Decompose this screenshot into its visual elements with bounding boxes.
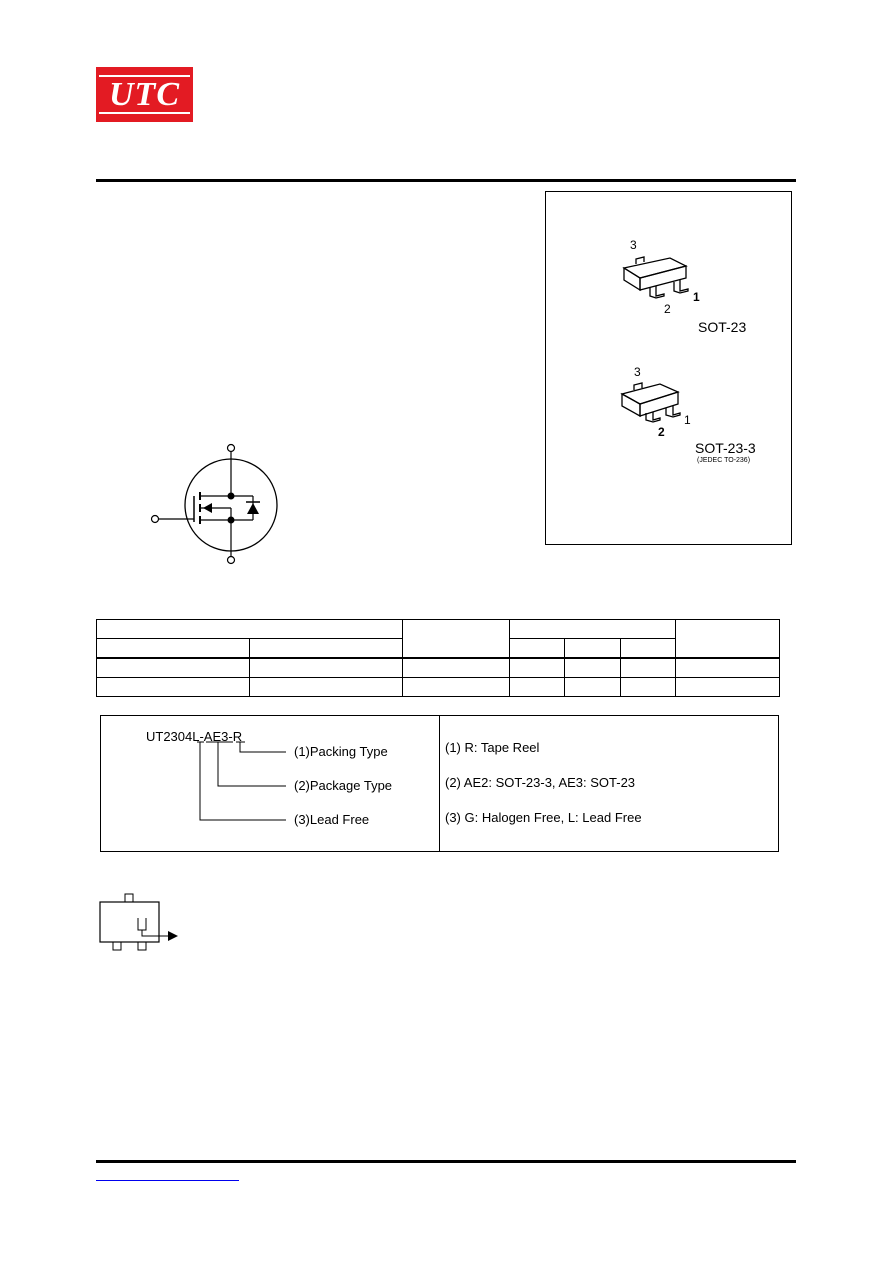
table-cell <box>250 658 403 678</box>
table-cell <box>565 639 621 659</box>
website-link[interactable] <box>96 1180 239 1181</box>
header-rule <box>96 179 796 182</box>
sot23-3-pin3-label: 3 <box>634 365 641 379</box>
table-cell <box>403 678 510 697</box>
table-cell <box>621 639 676 659</box>
table-cell <box>510 678 565 697</box>
table-cell <box>510 620 676 639</box>
logo-frame <box>99 75 190 114</box>
sot23-3-package-name: SOT-23-3 <box>695 440 756 456</box>
mosfet-symbol <box>146 440 286 566</box>
desc-package-type: (2) AE2: SOT-23-3, AE3: SOT-23 <box>445 775 636 790</box>
table-cell <box>97 620 403 639</box>
logo-text: UTC <box>109 75 180 113</box>
table-cell <box>565 678 621 697</box>
table-row <box>97 658 780 678</box>
part-number: UT2304L-AE3-R <box>146 729 243 744</box>
table-cell <box>565 658 621 678</box>
footer-rule <box>96 1160 796 1163</box>
table-cell <box>621 678 676 697</box>
sot23-package-name: SOT-23 <box>698 319 747 335</box>
callout-package-type: (2)Package Type <box>294 778 393 793</box>
table-cell <box>97 678 250 697</box>
callout-packing-type: (1)Packing Type <box>294 744 388 759</box>
table-cell <box>403 620 510 659</box>
sot23-pin1-label: 1 <box>693 290 700 304</box>
desc-lead-free: (3) G: Halogen Free, L: Lead Free <box>445 810 642 825</box>
table-cell <box>676 678 780 697</box>
sot23-drawing <box>600 236 780 340</box>
table-cell <box>676 658 780 678</box>
table-cell <box>510 658 565 678</box>
sot23-3-pin1-label: 1 <box>684 413 691 427</box>
table-cell <box>97 639 250 659</box>
sot23-pin2-label: 2 <box>664 302 671 316</box>
table-header-row <box>97 620 780 639</box>
sot23-3-drawing <box>598 372 778 442</box>
callout-lines <box>190 741 290 825</box>
table-cell <box>250 678 403 697</box>
table-cell <box>403 658 510 678</box>
sot23-3-package-note: (JEDEC TO-236) <box>697 457 751 464</box>
table-cell <box>250 639 403 659</box>
callout-lead-free: (3)Lead Free <box>294 812 370 827</box>
table-cell <box>97 658 250 678</box>
table-cell <box>621 658 676 678</box>
table-cell <box>676 620 780 659</box>
sot23-pin3-label: 3 <box>630 238 637 252</box>
sot23-3-pin2-label: 2 <box>658 425 665 439</box>
ordering-table <box>96 619 780 697</box>
table-cell <box>510 639 565 659</box>
desc-packing-type: (1) R: Tape Reel <box>445 740 540 755</box>
ordering-code-divider <box>439 715 440 852</box>
marking-diagram <box>98 892 183 954</box>
utc-logo <box>96 67 193 122</box>
table-row <box>97 678 780 697</box>
